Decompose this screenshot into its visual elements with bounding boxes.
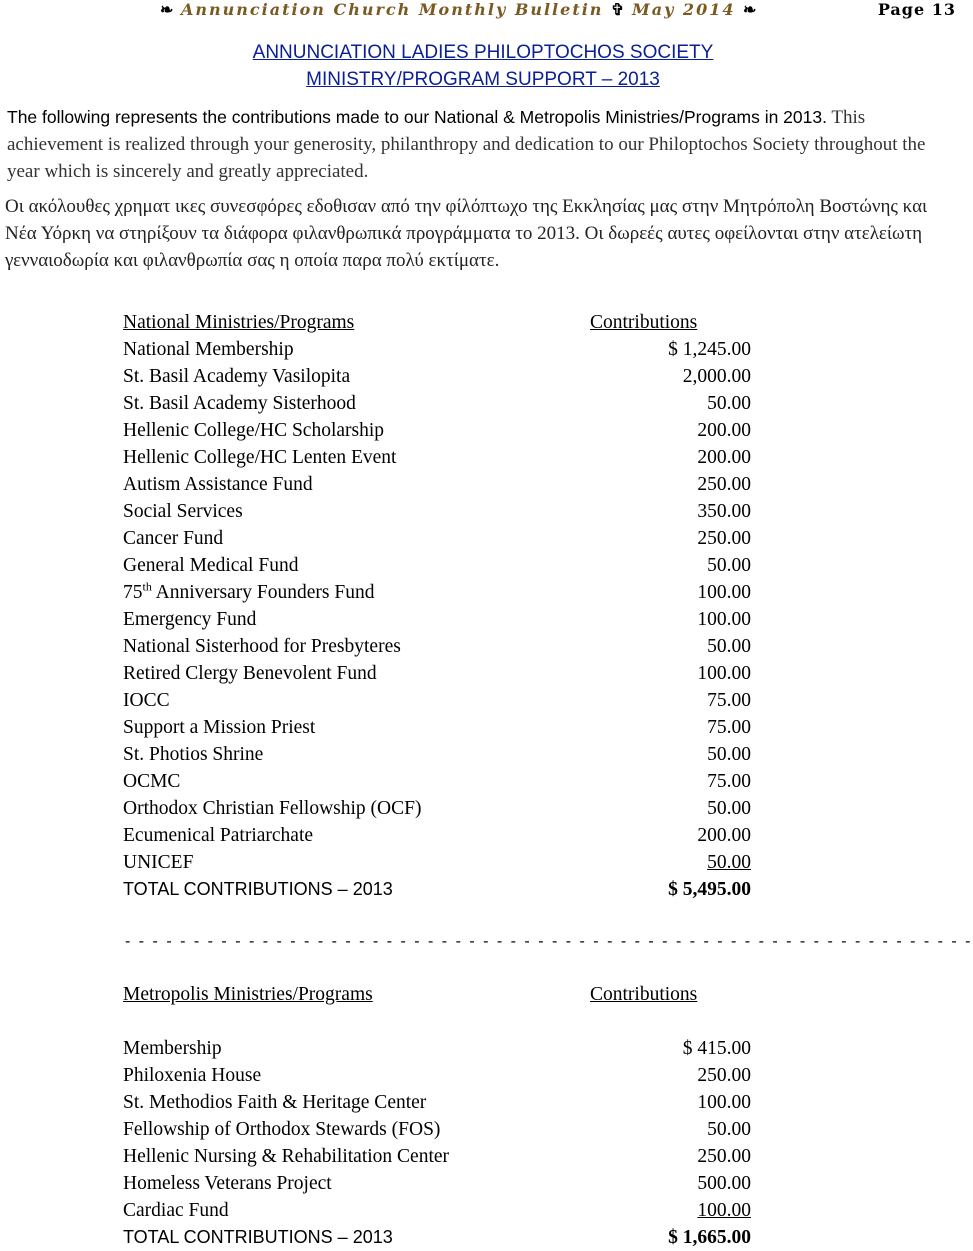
program-name: Membership bbox=[123, 1038, 222, 1059]
table-row bbox=[0, 498, 960, 525]
program-name: Autism Assistance Fund bbox=[123, 474, 313, 495]
contribution-amount: 250.00 bbox=[697, 1146, 751, 1167]
contribution-amount: 50.00 bbox=[707, 744, 751, 765]
table-row bbox=[0, 390, 960, 417]
page-header bbox=[0, 0, 960, 22]
program-name: Hellenic College/HC Scholarship bbox=[123, 420, 385, 441]
table-row bbox=[0, 1116, 960, 1143]
contribution-amount: 200.00 bbox=[697, 447, 751, 468]
program-name: St. Basil Academy Sisterhood bbox=[123, 393, 356, 414]
program-name: St. Photios Shrine bbox=[123, 744, 264, 765]
program-name: St. Basil Academy Vasilopita bbox=[123, 366, 351, 387]
table-row bbox=[0, 1035, 960, 1062]
table-row bbox=[0, 714, 960, 741]
table-row bbox=[0, 363, 960, 390]
intro-greek: Οι ακόλουθες χρηματ ικες συνεσφόρες εδοθισαν από την φίλόπτωχο της Εκκλησίας μας στην Μητρόπολη Βοστώνης και Νέα Υόρκη να στηρίξουν τα διάφορα φιλανθρωπικά προγράμματα το 2013. Οι δωρεές αυτες οφείλονται στην ατελείωτη γενναιοδωρία και φιλανθρωπία σας η οποία παρα πολύ εκτίματε. bbox=[5, 196, 928, 271]
society-title: ANNUNCIATION LADIES PHILOPTOCHOS SOCIETY bbox=[252, 42, 714, 63]
issue-month: May 2014 bbox=[631, 0, 736, 19]
table-row bbox=[0, 768, 960, 795]
table-row bbox=[0, 660, 960, 687]
contribution-amount: 50.00 bbox=[707, 636, 751, 657]
contribution-amount: 350.00 bbox=[697, 501, 751, 522]
contribution-amount: 50.00 bbox=[707, 798, 751, 819]
contribution-amount: 100.00 bbox=[697, 1092, 751, 1113]
program-name: Philoxenia House bbox=[123, 1065, 262, 1086]
section-divider: - - - - - - - - - - - - - - - - - - - - - - - - - - - - - - - - - - - - - - - - - - - - - - - - - - - - - - - - - - - - - - bbox=[125, 933, 973, 950]
table-row bbox=[0, 417, 960, 444]
program-name: St. Methodios Faith & Heritage Center bbox=[123, 1092, 427, 1113]
ornament-right-icon: ❧ bbox=[743, 0, 757, 19]
contribution-amount: 100.00 bbox=[697, 1200, 751, 1221]
program-name: Emergency Fund bbox=[123, 609, 257, 630]
program-name: Cardiac Fund bbox=[123, 1200, 229, 1221]
program-name: National Membership bbox=[123, 339, 294, 360]
contribution-amount: 50.00 bbox=[707, 393, 751, 414]
contribution-amount: 250.00 bbox=[697, 474, 751, 495]
table-row bbox=[0, 444, 960, 471]
contribution-amount: 50.00 bbox=[707, 555, 751, 576]
table-row bbox=[0, 822, 960, 849]
ornament-left-icon: ❧ bbox=[160, 0, 174, 19]
program-name: Retired Clergy Benevolent Fund bbox=[123, 663, 377, 684]
contribution-amount: $ 1,245.00 bbox=[668, 339, 751, 360]
page-number: Page 13 bbox=[877, 0, 956, 19]
total-label: TOTAL CONTRIBUTIONS – 2013 bbox=[123, 1227, 393, 1247]
column-header-program: Metropolis Ministries/Programs bbox=[123, 984, 373, 1005]
contribution-amount: 100.00 bbox=[697, 663, 751, 684]
contribution-amount: 200.00 bbox=[697, 825, 751, 846]
total-label: TOTAL CONTRIBUTIONS – 2013 bbox=[123, 879, 393, 899]
bulletin-name: Annunciation Church Monthly Bulletin bbox=[180, 0, 604, 19]
program-name bbox=[123, 579, 374, 606]
column-header-contributions: Contributions bbox=[590, 984, 698, 1005]
contribution-amount: 200.00 bbox=[697, 420, 751, 441]
program-name: National Sisterhood for Presbyteres bbox=[123, 636, 401, 657]
total-amount: $ 1,665.00 bbox=[668, 1227, 751, 1248]
contribution-amount: 100.00 bbox=[697, 582, 751, 603]
program-name-number: 75 bbox=[123, 582, 143, 603]
program-name: UNICEF bbox=[123, 852, 194, 873]
table-row bbox=[0, 606, 960, 633]
table-row bbox=[0, 336, 960, 363]
contribution-amount: 50.00 bbox=[707, 852, 751, 873]
table-row bbox=[0, 1143, 960, 1170]
contribution-amount: 500.00 bbox=[697, 1173, 751, 1194]
national-total-row bbox=[0, 876, 960, 903]
table-row bbox=[0, 525, 960, 552]
table-row bbox=[0, 687, 960, 714]
program-name: Social Services bbox=[123, 501, 243, 522]
table-row bbox=[0, 471, 960, 498]
ordinal-suffix: th bbox=[142, 579, 152, 594]
program-name: Ecumenical Patriarchate bbox=[123, 825, 314, 846]
contribution-amount: 75.00 bbox=[707, 690, 751, 711]
metropolis-total-row bbox=[0, 1224, 960, 1251]
intro-appreciation-text: This achievement is realized through your generosity, philanthropy and dedication to our Philoptochos Society throughout the year which is sincerely and greatly appreciated. bbox=[7, 107, 926, 182]
table-row bbox=[0, 741, 960, 768]
program-name: Hellenic Nursing & Rehabilitation Center bbox=[123, 1146, 450, 1167]
intro-lead-sentence: The following represents the contributions made to our National & Metropolis Ministries/Programs in 2013. bbox=[7, 107, 827, 127]
bulletin-title-line bbox=[160, 0, 757, 19]
program-name: Hellenic College/HC Lenten Event bbox=[123, 447, 397, 468]
contribution-amount: 250.00 bbox=[697, 528, 751, 549]
program-name: IOCC bbox=[123, 690, 170, 711]
table-row bbox=[0, 1197, 960, 1224]
contribution-amount: $ 415.00 bbox=[682, 1038, 751, 1059]
program-name: General Medical Fund bbox=[123, 555, 299, 576]
table-row bbox=[0, 633, 960, 660]
total-amount: $ 5,495.00 bbox=[668, 879, 751, 900]
contribution-amount: 75.00 bbox=[707, 717, 751, 738]
table-row bbox=[0, 1062, 960, 1089]
column-header-program: National Ministries/Programs bbox=[123, 312, 355, 333]
program-name: OCMC bbox=[123, 771, 181, 792]
program-support-title: MINISTRY/PROGRAM SUPPORT – 2013 bbox=[306, 69, 660, 90]
table-row bbox=[0, 849, 960, 876]
program-name: Orthodox Christian Fellowship (OCF) bbox=[123, 798, 422, 819]
cross-icon: ✞ bbox=[611, 0, 625, 19]
table-row bbox=[0, 579, 960, 606]
program-name: Fellowship of Orthodox Stewards (FOS) bbox=[123, 1119, 441, 1140]
contribution-amount: 2,000.00 bbox=[682, 366, 751, 387]
contribution-amount: 100.00 bbox=[697, 609, 751, 630]
table-row bbox=[0, 1089, 960, 1116]
contribution-amount: 75.00 bbox=[707, 771, 751, 792]
program-name-rest: Anniversary Founders Fund bbox=[151, 582, 375, 603]
metropolis-table-header bbox=[0, 981, 960, 1008]
program-name: Homeless Veterans Project bbox=[123, 1173, 332, 1194]
contribution-amount: 50.00 bbox=[707, 1119, 751, 1140]
table-row bbox=[0, 795, 960, 822]
program-name: Cancer Fund bbox=[123, 528, 224, 549]
national-table-header bbox=[0, 309, 960, 336]
contribution-amount: 250.00 bbox=[697, 1065, 751, 1086]
intro-english bbox=[7, 104, 953, 185]
table-row bbox=[0, 552, 960, 579]
column-header-contributions: Contributions bbox=[590, 312, 698, 333]
table-row bbox=[0, 1170, 960, 1197]
program-name: Support a Mission Priest bbox=[123, 717, 316, 738]
